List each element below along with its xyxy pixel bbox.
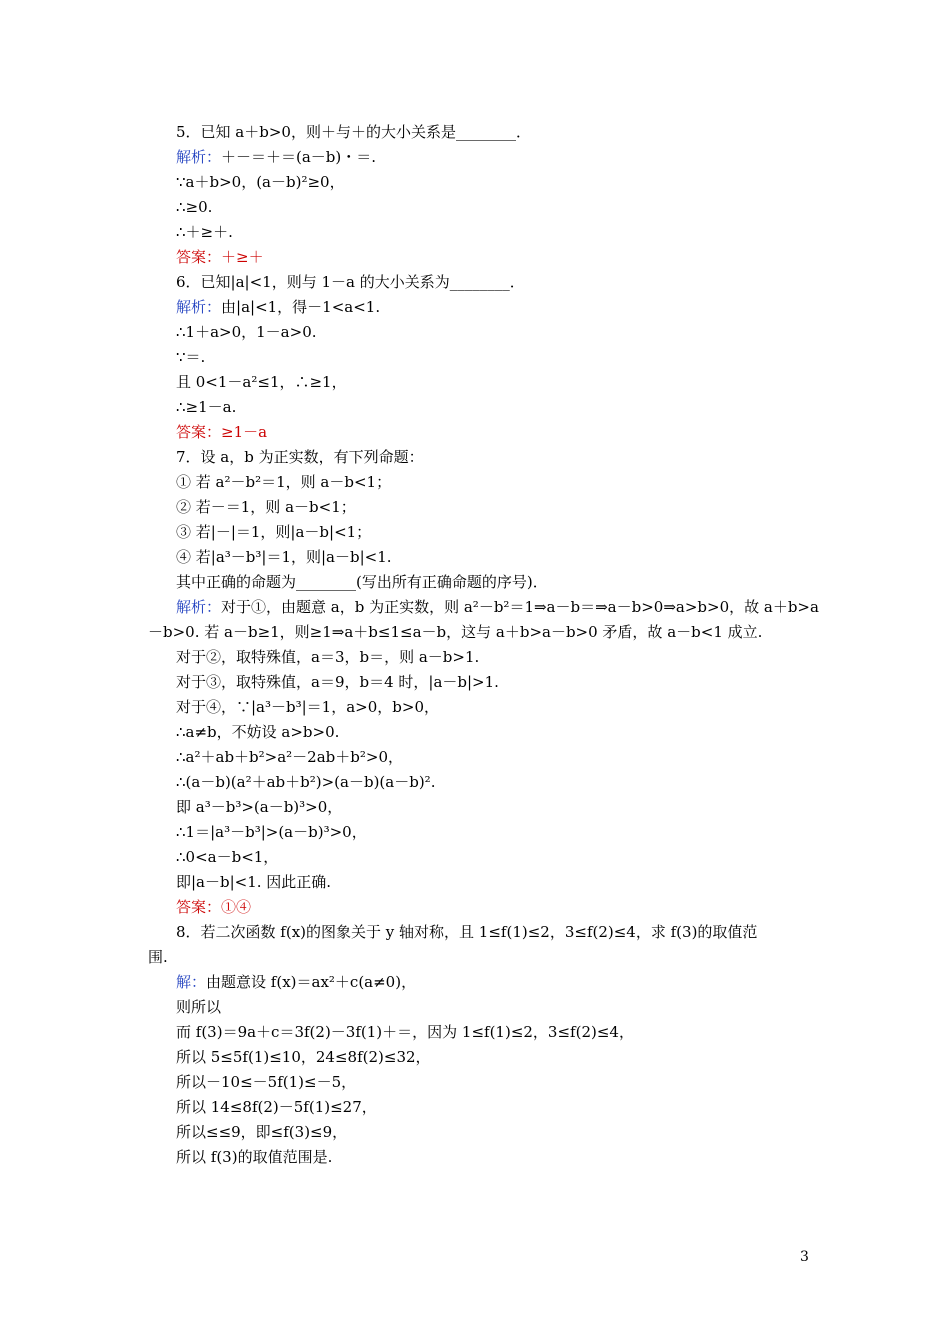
line-text: ①④ [221, 898, 252, 916]
text-line [176, 422, 267, 442]
line-text: 围. [148, 948, 168, 966]
line-text: 其中正确的命题为________(写出所有正确命题的序号)． [176, 573, 548, 591]
line-text: 由题意设 f(x)＝ax²＋c(a≠0)， [206, 973, 417, 991]
line-text: 则所以 [176, 998, 222, 1016]
line-text: ＋－＝＋＝(a－b)・＝. [221, 148, 377, 166]
text-line [176, 497, 356, 517]
text-line [176, 822, 367, 842]
line-text: 所以 f(3)的取值范围是. [176, 1148, 333, 1166]
text-line [176, 197, 212, 217]
line-text: ∴1＋a>0，1－a>0. [176, 323, 317, 341]
line-label: 答案： [176, 248, 222, 266]
line-text: ≥1－a [221, 423, 268, 441]
line-text: 所以≤≤9，即≤f(3)≤9， [176, 1123, 348, 1141]
line-text: ∴≥1－a. [176, 398, 237, 416]
line-text: 对于②，取特殊值，a＝3，b＝，则 a－b>1. [176, 648, 480, 666]
line-text: 即|a－b|<1. 因此正确. [176, 873, 332, 891]
line-text: ② 若－＝1，则 a－b<1； [176, 498, 356, 516]
line-text: 而 f(3)＝9a＋c＝3f(2)－3f(1)＋＝，因为 1≤f(1)≤2，3≤f(2)≤4， [176, 1023, 634, 1041]
text-line [148, 947, 168, 967]
text-line [176, 547, 392, 567]
text-line [176, 747, 403, 767]
text-line [176, 997, 221, 1017]
text-line [176, 1072, 356, 1092]
text-line [176, 1047, 431, 1067]
text-line [176, 647, 479, 667]
line-text: ∵a＋b>0，(a－b)²≥0， [176, 173, 345, 191]
line-text: 且 0<1－a²≤1，∴≥1， [176, 373, 347, 391]
line-text: ∴a≠b，不妨设 a>b>0. [176, 723, 340, 741]
line-text: 即 a³－b³>(a－b)³>0， [176, 798, 343, 816]
line-text: ∴0<a－b<1， [176, 848, 279, 866]
line-text: ∴≥0. [176, 198, 213, 216]
text-line [176, 1147, 332, 1167]
text-line [176, 597, 819, 617]
text-line [176, 797, 342, 817]
text-line [176, 1122, 347, 1142]
text-line [176, 572, 548, 592]
text-line [176, 722, 339, 742]
text-line [176, 1022, 634, 1042]
line-text: ∴a²＋ab＋b²>a²－2ab＋b²>0， [176, 748, 404, 766]
line-text: ∴1＝|a³－b³|>(a－b)³>0， [176, 823, 367, 841]
text-line [176, 347, 205, 367]
text-line [176, 1097, 377, 1117]
line-text: 对于③，取特殊值，a＝9，b＝4 时，|a－b|>1. [176, 673, 499, 691]
line-text: 5．已知 a＋b>0，则＋与＋的大小关系是________． [176, 123, 531, 141]
text-line [176, 247, 264, 267]
text-line [176, 447, 424, 467]
text-line [176, 397, 236, 417]
text-line [176, 697, 439, 717]
text-line [176, 297, 380, 317]
text-line [176, 872, 331, 892]
line-text: －b>0. 若 a－b≥1，则≥1⇒a＋b≤1≤a－b，这与 a＋b>a－b>0 矛盾，故 a－b<1 成立. [148, 623, 763, 641]
line-text: 对于④，∵|a³－b³|＝1，a>0，b>0， [176, 698, 439, 716]
line-text: 所以－10≤－5f(1)≤－5， [176, 1073, 357, 1091]
text-line [176, 122, 531, 142]
line-label: 解析： [176, 298, 222, 316]
line-label: 解析： [176, 148, 222, 166]
text-line [176, 897, 251, 917]
line-label: 解： [176, 973, 207, 991]
text-line [148, 622, 762, 642]
line-text: 6．已知|a|<1，则与 1－a 的大小关系为________． [176, 273, 525, 291]
line-text: ＋≥＋ [221, 248, 264, 266]
line-text: ∴(a－b)(a²＋ab＋b²)>(a－b)(a－b)². [176, 773, 436, 791]
text-line [176, 222, 233, 242]
text-line [176, 472, 391, 492]
line-label: 解析： [176, 598, 222, 616]
text-line [176, 372, 347, 392]
text-line [176, 922, 757, 942]
text-line [176, 847, 278, 867]
page-number: 3 [800, 1249, 809, 1265]
text-line [176, 322, 317, 342]
line-text: ③ 若|－|＝1，则|a－b|<1； [176, 523, 372, 541]
line-text: 8．若二次函数 f(x)的图象关于 y 轴对称，且 1≤f(1)≤2，3≤f(2)≤4，求 f(3)的取值范 [176, 923, 758, 941]
text-line [176, 972, 416, 992]
line-text: 对于①，由题意 a，b 为正实数，则 a²－b²＝1⇒a－b＝⇒a－b>0⇒a>b>0，故 a＋b>a [221, 598, 819, 616]
line-text: 7．设 a，b 为正实数，有下列命题： [176, 448, 424, 466]
line-text: ④ 若|a³－b³|＝1，则|a－b|<1. [176, 548, 392, 566]
text-line [176, 147, 376, 167]
line-text: ∵＝. [176, 348, 206, 366]
text-line [176, 672, 499, 692]
text-line [176, 272, 525, 292]
line-text: ∴＋≥＋. [176, 223, 233, 241]
line-text: ① 若 a²－b²＝1，则 a－b<1； [176, 473, 392, 491]
line-label: 答案： [176, 423, 222, 441]
text-line [176, 772, 435, 792]
line-text: 所以 5≤5f(1)≤10，24≤8f(2)≤32， [176, 1048, 431, 1066]
line-label: 答案： [176, 898, 222, 916]
text-line [176, 522, 371, 542]
line-text: 所以 14≤8f(2)－5f(1)≤27， [176, 1098, 377, 1116]
line-text: 由|a|<1，得－1<a<1. [221, 298, 381, 316]
text-line [176, 172, 345, 192]
